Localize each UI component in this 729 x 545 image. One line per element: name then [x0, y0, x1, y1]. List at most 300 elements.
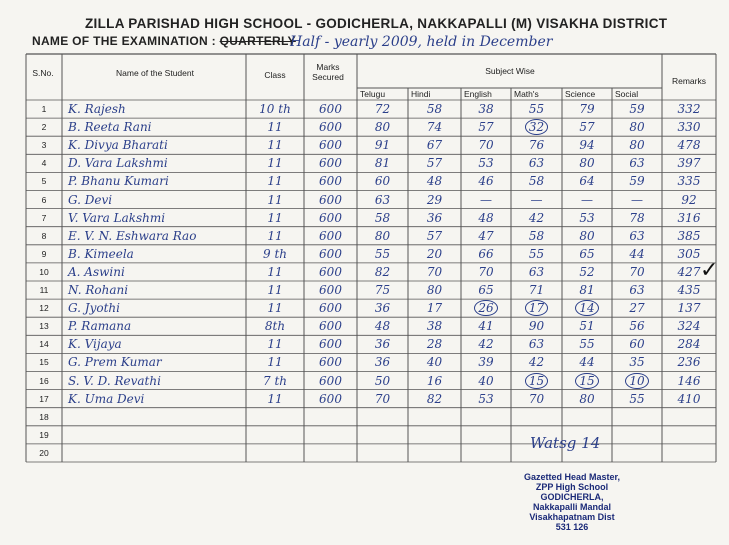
- subject-mark-value: 74: [426, 120, 443, 135]
- subject-mark-value: 32: [525, 119, 548, 135]
- subject-header-science: Science: [565, 89, 596, 99]
- subject-mark: [511, 392, 562, 406]
- subject-mark: [562, 283, 612, 297]
- subject-mark-value: 28: [426, 337, 443, 352]
- row-sno: 14: [39, 339, 49, 350]
- subject-mark-value: —: [581, 192, 593, 207]
- remark-total: 324: [677, 319, 701, 334]
- subject-mark-value: 36: [374, 301, 391, 316]
- row-sno: 17: [39, 393, 49, 404]
- subject-mark-value: 70: [478, 138, 494, 153]
- subject-mark-value: 36: [426, 210, 443, 225]
- subject-mark-value: 55: [374, 246, 391, 261]
- subject-mark: [408, 247, 461, 261]
- subject-mark-value: 36: [374, 355, 391, 370]
- row-sno: 9: [41, 248, 47, 259]
- student-name: G. Devi: [68, 192, 113, 207]
- subject-mark-value: 58: [426, 102, 443, 116]
- subject-mark-value: 17: [426, 301, 443, 316]
- subject-mark-value: 94: [579, 138, 595, 153]
- marks-secured: 600: [319, 283, 342, 297]
- subject-mark: [511, 374, 562, 388]
- subject-mark: [408, 156, 461, 170]
- subject-mark-value: 80: [629, 138, 645, 153]
- subject-mark: [357, 102, 408, 116]
- row-sno: 11: [39, 285, 49, 295]
- subject-mark: [357, 211, 408, 225]
- student-name: G. Prem Kumar: [68, 355, 162, 370]
- subject-mark: [461, 229, 511, 243]
- subject-mark-value: 17: [525, 300, 548, 316]
- subject-mark: [511, 138, 562, 152]
- subject-mark-value: —: [480, 192, 492, 207]
- header-marks-secured: Marks Secured: [312, 62, 344, 82]
- subject-mark-value: 63: [528, 156, 545, 171]
- student-name: A. Aswini: [68, 264, 125, 279]
- row-sno: 7: [41, 212, 47, 223]
- subject-mark: [612, 174, 662, 188]
- student-name: B. Reeta Rani: [68, 120, 152, 135]
- subject-mark: [612, 120, 662, 134]
- subject-mark: [562, 374, 612, 388]
- subject-mark-value: 20: [426, 246, 443, 261]
- subject-mark: [562, 193, 612, 207]
- remark-total: 137: [677, 301, 701, 316]
- subject-mark: [461, 374, 511, 388]
- subject-mark-value: 67: [426, 138, 443, 153]
- subject-mark: [612, 156, 662, 170]
- student-name: P. Ramana: [68, 319, 132, 334]
- marks-secured: 600: [319, 120, 342, 135]
- subject-mark: [461, 120, 511, 134]
- marks-secured: 600: [319, 228, 342, 243]
- subject-mark-value: 70: [426, 264, 443, 279]
- subject-mark-value: 58: [374, 210, 391, 225]
- subject-mark: [357, 156, 408, 170]
- student-name: E. V. N. Eshwara Rao: [68, 228, 197, 243]
- subject-mark: [612, 211, 662, 225]
- subject-mark: [562, 301, 612, 315]
- subject-mark: [461, 319, 511, 333]
- subject-mark: [562, 211, 612, 225]
- student-class: 11: [267, 228, 283, 243]
- stamp-line: 531 126: [555, 522, 589, 532]
- subject-mark-value: 55: [528, 246, 545, 261]
- subject-mark-value: 58: [528, 228, 545, 243]
- subject-mark-value: 80: [426, 283, 443, 297]
- remark-total: 316: [677, 210, 701, 225]
- subject-mark: [562, 392, 612, 406]
- student-class: 11: [267, 391, 283, 406]
- subject-mark-value: 60: [629, 337, 645, 352]
- subject-mark-value: 63: [629, 228, 645, 243]
- subject-mark-value: 63: [629, 283, 645, 297]
- subject-mark-value: 57: [426, 228, 443, 243]
- subject-mark-value: 76: [528, 138, 545, 153]
- subject-mark: [408, 265, 461, 279]
- subject-mark-value: 16: [426, 373, 443, 388]
- student-name: K. Uma Devi: [68, 391, 145, 406]
- student-class: 11: [267, 264, 283, 279]
- subject-mark-value: 14: [575, 300, 598, 316]
- subject-mark: [408, 392, 461, 406]
- subject-mark: [357, 265, 408, 279]
- subject-mark: [461, 301, 511, 315]
- marks-secured: 600: [319, 355, 342, 370]
- subject-mark: [511, 229, 562, 243]
- subject-mark: [357, 283, 408, 297]
- subject-mark-value: 70: [478, 264, 494, 279]
- student-class: 11: [267, 283, 283, 297]
- subject-mark-value: 82: [426, 391, 443, 406]
- subject-mark: [408, 138, 461, 152]
- remark-total: 305: [677, 246, 701, 261]
- subject-mark-value: 80: [629, 120, 645, 135]
- exam-handwritten-name: Half - yearly 2009, held in December: [290, 34, 553, 50]
- subject-mark-value: 80: [374, 120, 391, 135]
- student-name: G. Jyothi: [68, 301, 120, 316]
- subject-mark: [461, 138, 511, 152]
- subject-mark-value: 71: [528, 283, 545, 297]
- student-name: P. Bhanu Kumari: [68, 174, 169, 189]
- remark-total: 330: [677, 120, 701, 135]
- subject-mark-value: 48: [478, 210, 494, 225]
- marks-secured: 600: [319, 210, 342, 225]
- subject-mark: [408, 337, 461, 351]
- student-class: 11: [267, 192, 283, 207]
- student-class: 9 th: [263, 246, 287, 261]
- subject-mark: [357, 174, 408, 188]
- subject-mark: [408, 355, 461, 369]
- subject-mark-value: 51: [579, 319, 595, 334]
- student-class: 11: [267, 120, 283, 135]
- student-class: 11: [267, 355, 283, 370]
- marks-secured: 600: [319, 102, 342, 116]
- subject-mark: [562, 174, 612, 188]
- row-sno: 20: [39, 447, 49, 458]
- subject-mark: [612, 355, 662, 369]
- subject-mark-value: 44: [579, 355, 595, 370]
- subject-mark-value: 60: [374, 174, 391, 189]
- subject-mark-value: 41: [478, 319, 494, 334]
- subject-mark: [408, 229, 461, 243]
- subject-mark: [408, 374, 461, 388]
- remark-total: 332: [677, 102, 701, 116]
- subject-mark-value: 36: [374, 337, 391, 352]
- header-remarks: Remarks: [671, 76, 706, 86]
- row-sno: 8: [41, 230, 47, 241]
- subject-mark-value: 58: [528, 174, 545, 189]
- subject-mark-value: 63: [629, 156, 645, 171]
- subject-mark-value: 42: [528, 355, 545, 370]
- check-mark-icon: ✓: [700, 257, 719, 282]
- subject-mark: [562, 265, 612, 279]
- subject-mark: [612, 301, 662, 315]
- header-class: Class: [264, 70, 286, 80]
- subject-mark-value: —: [530, 192, 543, 207]
- subject-mark-value: 44: [629, 246, 645, 261]
- subject-mark-value: 78: [629, 210, 645, 225]
- marks-secured: 600: [319, 156, 342, 171]
- subject-mark: [612, 138, 662, 152]
- subject-mark: [612, 319, 662, 333]
- subject-mark-value: 48: [374, 319, 391, 334]
- remark-total: 92: [681, 192, 697, 207]
- subject-mark: [357, 301, 408, 315]
- subject-mark: [357, 319, 408, 333]
- subject-mark-value: 55: [629, 391, 645, 406]
- subject-mark: [511, 193, 562, 207]
- subject-mark: [612, 193, 662, 207]
- subject-header-maths: Math's: [514, 89, 539, 99]
- subject-mark-value: 53: [478, 391, 494, 406]
- student-name: K. Divya Bharati: [68, 138, 168, 153]
- row-sno: 5: [41, 176, 47, 187]
- row-sno: 4: [41, 158, 47, 169]
- student-class: 10 th: [259, 102, 291, 116]
- subject-mark: [511, 102, 562, 116]
- subject-mark-value: 42: [478, 337, 494, 352]
- subject-mark: [511, 283, 562, 297]
- subject-mark: [612, 392, 662, 406]
- subject-mark: [461, 247, 511, 261]
- subject-mark-value: —: [631, 192, 643, 207]
- row-sno: 6: [41, 194, 47, 205]
- subject-mark: [612, 265, 662, 279]
- subject-mark: [461, 283, 511, 297]
- subject-mark: [562, 229, 612, 243]
- subject-mark-value: 59: [629, 102, 645, 116]
- subject-mark-value: 70: [374, 391, 391, 406]
- subject-mark-value: 55: [579, 337, 595, 352]
- subject-mark: [562, 120, 612, 134]
- marks-secured: 600: [319, 391, 342, 406]
- subject-mark: [511, 319, 562, 333]
- subject-mark-value: 80: [579, 156, 595, 171]
- subject-mark: [408, 193, 461, 207]
- row-sno: 1: [41, 104, 47, 114]
- subject-mark: [357, 229, 408, 243]
- subject-mark: [612, 374, 662, 388]
- subject-mark: [461, 211, 511, 225]
- headmaster-signature: Watsg 14: [530, 434, 601, 452]
- subject-mark: [511, 247, 562, 261]
- subject-mark-value: 46: [478, 174, 494, 189]
- marks-secured: 600: [319, 373, 342, 388]
- subject-mark: [461, 355, 511, 369]
- subject-mark: [461, 265, 511, 279]
- subject-mark: [357, 247, 408, 261]
- subject-mark-value: 52: [579, 264, 595, 279]
- school-title: ZILLA PARISHAD HIGH SCHOOL - GODICHERLA, NAKKAPALLI (M) VISAKHA DISTRICT: [85, 16, 668, 31]
- subject-mark-value: 53: [579, 210, 595, 225]
- subject-mark-value: 40: [426, 355, 443, 370]
- student-class: 11: [267, 156, 283, 171]
- subject-mark-value: 29: [426, 192, 443, 207]
- subject-mark: [461, 156, 511, 170]
- subject-mark: [357, 337, 408, 351]
- subject-mark-value: 63: [528, 337, 545, 352]
- subject-mark: [357, 355, 408, 369]
- subject-mark: [408, 174, 461, 188]
- row-sno: 19: [39, 429, 49, 440]
- subject-mark-value: 57: [478, 120, 494, 135]
- subject-mark-value: 72: [374, 102, 391, 116]
- marks-secured: 600: [319, 246, 342, 261]
- student-class: 11: [267, 210, 283, 225]
- marks-secured: 600: [319, 192, 342, 207]
- subject-mark-value: 27: [629, 301, 645, 316]
- subject-mark: [562, 319, 612, 333]
- subject-mark-value: 70: [528, 391, 545, 406]
- subject-mark: [612, 247, 662, 261]
- marks-secured: 600: [319, 301, 342, 316]
- subject-mark: [511, 120, 562, 134]
- subject-mark-value: 10: [625, 373, 648, 389]
- subject-mark: [408, 120, 461, 134]
- subject-mark-value: 47: [478, 228, 494, 243]
- subject-mark: [408, 283, 461, 297]
- subject-mark: [461, 102, 511, 116]
- student-name: K. Rajesh: [68, 102, 126, 116]
- subject-mark-value: 40: [478, 373, 494, 388]
- subject-mark-value: 26: [474, 300, 497, 316]
- marks-secured: 600: [319, 138, 342, 153]
- subject-mark: [357, 120, 408, 134]
- marks-secured: 600: [319, 319, 342, 334]
- subject-mark: [511, 301, 562, 315]
- subject-header-english: English: [464, 89, 492, 99]
- student-name: D. Vara Lakshmi: [68, 156, 168, 171]
- student-name: N. Rohani: [68, 283, 129, 297]
- subject-mark-value: 65: [579, 246, 595, 261]
- row-sno: 2: [41, 122, 47, 133]
- subject-mark-value: 59: [629, 174, 645, 189]
- remark-total: 335: [677, 174, 701, 189]
- subject-mark-value: 81: [579, 283, 595, 297]
- subject-mark-value: 53: [478, 156, 494, 171]
- remark-total: 410: [677, 391, 701, 406]
- subject-header-telugu: Telugu: [360, 89, 386, 99]
- exam-struck-text: QUARTERLY: [219, 34, 296, 48]
- subject-mark-value: 55: [528, 102, 545, 116]
- subject-mark-value: 91: [374, 138, 391, 153]
- subject-mark-value: 80: [374, 228, 391, 243]
- subject-mark: [461, 193, 511, 207]
- subject-mark-value: 57: [426, 156, 443, 171]
- subject-mark: [461, 392, 511, 406]
- header-name: Name of the Student: [116, 68, 194, 78]
- subject-mark-value: 75: [374, 283, 391, 297]
- remark-total: 397: [677, 156, 701, 171]
- stamp-line: GODICHERLA,: [540, 492, 604, 502]
- stamp-line: Visakhapatnam Dist: [529, 512, 615, 522]
- remark-total: 146: [677, 373, 701, 388]
- subject-mark: [562, 337, 612, 351]
- marks-secured: 600: [319, 337, 342, 352]
- subject-mark-value: 63: [528, 264, 545, 279]
- header-sno: S.No.: [32, 68, 54, 78]
- row-sno: 18: [39, 411, 49, 422]
- remark-total: 236: [677, 355, 701, 370]
- subject-mark-value: 90: [528, 319, 545, 334]
- row-sno: 10: [39, 266, 49, 277]
- subject-mark: [562, 247, 612, 261]
- subject-mark-value: 81: [374, 156, 391, 171]
- student-class: 11: [267, 174, 283, 189]
- student-class: 7 th: [263, 373, 287, 388]
- subject-mark: [511, 156, 562, 170]
- student-class: 11: [267, 301, 283, 316]
- row-sno: 12: [39, 303, 49, 314]
- subject-mark: [562, 156, 612, 170]
- subject-mark: [612, 337, 662, 351]
- subject-mark: [612, 229, 662, 243]
- subject-mark: [511, 337, 562, 351]
- row-sno: 3: [41, 140, 47, 151]
- subject-mark: [511, 211, 562, 225]
- exam-label-text: NAME OF THE EXAMINATION :: [32, 34, 216, 48]
- subject-mark: [408, 102, 461, 116]
- subject-mark-value: 38: [478, 102, 494, 116]
- subject-mark-value: 35: [629, 355, 645, 370]
- remark-total: 284: [677, 337, 701, 352]
- student-name: V. Vara Lakshmi: [68, 210, 166, 225]
- subject-mark-value: 48: [426, 174, 443, 189]
- subject-mark-value: 38: [426, 319, 443, 334]
- remark-total: 478: [677, 138, 701, 153]
- subject-mark: [357, 193, 408, 207]
- subject-mark: [408, 211, 461, 225]
- subject-header-social: Social: [615, 89, 639, 99]
- subject-mark: [511, 174, 562, 188]
- subject-mark: [461, 174, 511, 188]
- subject-mark-value: 64: [579, 174, 595, 189]
- subject-mark-value: 57: [579, 120, 595, 135]
- subject-mark-value: 50: [374, 373, 391, 388]
- subject-mark-value: 82: [374, 264, 391, 279]
- marks-secured: 600: [319, 264, 342, 279]
- subject-mark: [461, 337, 511, 351]
- subject-mark-value: 65: [478, 283, 494, 297]
- student-class: 11: [267, 138, 283, 153]
- stamp-line: ZPP High School: [535, 482, 609, 492]
- stamp-line: Nakkapalli Mandal: [532, 502, 612, 512]
- stamp-line: Gazetted Head Master,: [523, 472, 621, 482]
- subject-mark: [357, 374, 408, 388]
- subject-mark-value: 56: [629, 319, 645, 334]
- subject-mark-value: 70: [629, 264, 645, 279]
- header-subject-wise: Subject Wise: [485, 66, 535, 76]
- subject-mark-value: 79: [579, 102, 595, 116]
- subject-mark: [562, 102, 612, 116]
- subject-mark-value: 66: [478, 246, 494, 261]
- subject-mark-value: 63: [374, 192, 391, 207]
- marks-secured: 600: [319, 174, 342, 189]
- row-sno: 13: [39, 321, 49, 332]
- subject-mark: [612, 102, 662, 116]
- subject-mark: [562, 138, 612, 152]
- student-class: 11: [267, 337, 283, 352]
- subject-mark-value: 39: [478, 355, 494, 370]
- subject-mark-value: 42: [528, 210, 545, 225]
- student-name: B. Kimeela: [68, 246, 134, 261]
- row-sno: 16: [39, 375, 49, 386]
- remark-total: 385: [677, 228, 701, 243]
- remark-total: 427: [677, 264, 701, 279]
- subject-mark: [357, 138, 408, 152]
- subject-mark: [408, 301, 461, 315]
